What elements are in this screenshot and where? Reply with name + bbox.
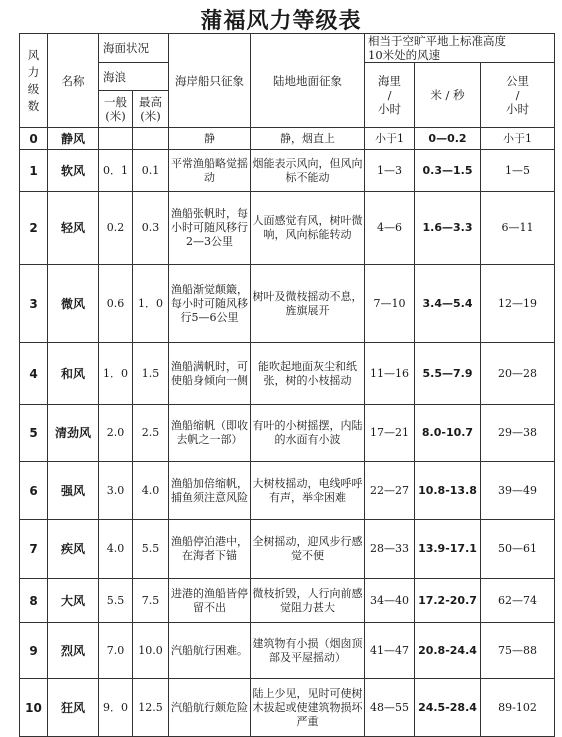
header-knots-line: 海里 bbox=[378, 74, 401, 88]
cell-wave-normal: 7.0 bbox=[99, 623, 133, 679]
cell-coast: 渔船加倍缩帆，捕鱼须注意风险 bbox=[169, 462, 251, 520]
cell-coast: 渔船缩帆（即收去帆之一部） bbox=[169, 405, 251, 462]
cell-name: 疾风 bbox=[48, 520, 99, 579]
table-row bbox=[20, 623, 555, 679]
wind-scale-table bbox=[19, 33, 555, 737]
cell-wave-max: 1．0 bbox=[133, 265, 169, 343]
header-wave-max bbox=[133, 91, 169, 128]
cell-knots: 小于1 bbox=[365, 128, 415, 150]
cell-name: 狂风 bbox=[48, 679, 99, 737]
cell-wave-normal bbox=[99, 128, 133, 150]
cell-name: 软风 bbox=[48, 150, 99, 192]
table-row bbox=[20, 343, 555, 405]
cell-level: 6 bbox=[20, 462, 48, 520]
table-row bbox=[20, 579, 555, 623]
cell-land: 大树枝摇动，电线呼呼有声，举伞困难 bbox=[251, 462, 365, 520]
cell-level: 9 bbox=[20, 623, 48, 679]
cell-level: 8 bbox=[20, 579, 48, 623]
header-kmh-line: 公里 bbox=[506, 74, 530, 88]
cell-ms: 20.8-24.4 bbox=[415, 623, 481, 679]
cell-knots: 4—6 bbox=[365, 192, 415, 265]
cell-land: 有叶的小树摇摆，内陆的水面有小波 bbox=[251, 405, 365, 462]
header-wave-normal-line: (米) bbox=[105, 109, 126, 123]
cell-wave-normal: 0.6 bbox=[99, 265, 133, 343]
cell-level: 3 bbox=[20, 265, 48, 343]
cell-kmh: 小于1 bbox=[481, 128, 555, 150]
header-wave: 海浪 bbox=[99, 63, 169, 91]
cell-land: 能吹起地面灰尘和纸张，树的小枝摇动 bbox=[251, 343, 365, 405]
table-row bbox=[20, 679, 555, 737]
cell-land: 建筑物有小损（烟囱顶部及平屋摇动） bbox=[251, 623, 365, 679]
header-sea-state: 海面状况 bbox=[99, 34, 169, 63]
cell-kmh: 50—61 bbox=[481, 520, 555, 579]
header-wave-normal-line: 一般 bbox=[104, 95, 127, 109]
cell-knots: 1—3 bbox=[365, 150, 415, 192]
cell-wave-max: 1.5 bbox=[133, 343, 169, 405]
table-row bbox=[20, 128, 555, 150]
table-row bbox=[20, 520, 555, 579]
header-knots-line: 小时 bbox=[378, 102, 401, 116]
cell-knots: 17—21 bbox=[365, 405, 415, 462]
cell-level: 7 bbox=[20, 520, 48, 579]
cell-knots: 34—40 bbox=[365, 579, 415, 623]
cell-wave-max: 2.5 bbox=[133, 405, 169, 462]
cell-kmh: 39—49 bbox=[481, 462, 555, 520]
header-knots bbox=[365, 63, 415, 128]
cell-wave-max: 12.5 bbox=[133, 679, 169, 737]
table-row bbox=[20, 192, 555, 265]
cell-ms: 24.5-28.4 bbox=[415, 679, 481, 737]
cell-wave-normal: 4.0 bbox=[99, 520, 133, 579]
header-level-char: 力 bbox=[27, 64, 40, 79]
table-row bbox=[20, 405, 555, 462]
cell-wave-normal: 3.0 bbox=[99, 462, 133, 520]
cell-coast: 进港的渔船皆停留不出 bbox=[169, 579, 251, 623]
cell-land: 树叶及微枝摇动不息，旌旗展开 bbox=[251, 265, 365, 343]
cell-name: 轻风 bbox=[48, 192, 99, 265]
cell-wave-max: 5.5 bbox=[133, 520, 169, 579]
cell-wave-normal: 9．0 bbox=[99, 679, 133, 737]
header-kmh-line: 小时 bbox=[506, 102, 530, 116]
cell-ms: 1.6—3.3 bbox=[415, 192, 481, 265]
table-row bbox=[20, 150, 555, 192]
cell-ms: 5.5—7.9 bbox=[415, 343, 481, 405]
cell-name: 大风 bbox=[48, 579, 99, 623]
cell-land: 陆上少见，见时可使树木拔起或使建筑物损坏严重 bbox=[251, 679, 365, 737]
cell-land: 静，烟直上 bbox=[251, 128, 365, 150]
cell-knots: 11—16 bbox=[365, 343, 415, 405]
cell-knots: 48—55 bbox=[365, 679, 415, 737]
header-wave-normal bbox=[99, 91, 133, 128]
cell-wave-max: 0.1 bbox=[133, 150, 169, 192]
header-wave-max-line: (米) bbox=[140, 109, 161, 123]
cell-wave-normal: 1．0 bbox=[99, 343, 133, 405]
cell-wave-max: 10.0 bbox=[133, 623, 169, 679]
cell-ms: 0—0.2 bbox=[415, 128, 481, 150]
cell-land: 全树摇动，迎风步行感觉不便 bbox=[251, 520, 365, 579]
cell-name: 和风 bbox=[48, 343, 99, 405]
header-ms: 米 / 秒 bbox=[415, 63, 481, 128]
cell-level: 2 bbox=[20, 192, 48, 265]
cell-ms: 8.0-10.7 bbox=[415, 405, 481, 462]
cell-wave-max bbox=[133, 128, 169, 150]
cell-kmh: 12—19 bbox=[481, 265, 555, 343]
cell-knots: 41—47 bbox=[365, 623, 415, 679]
cell-land: 微枝折毁，人行向前感觉阻力甚大 bbox=[251, 579, 365, 623]
cell-land: 烟能表示风向，但风向标不能动 bbox=[251, 150, 365, 192]
cell-ms: 13.9-17.1 bbox=[415, 520, 481, 579]
cell-kmh: 6—11 bbox=[481, 192, 555, 265]
cell-kmh: 62—74 bbox=[481, 579, 555, 623]
cell-ms: 0.3—1.5 bbox=[415, 150, 481, 192]
cell-name: 微风 bbox=[48, 265, 99, 343]
header-kmh-line: / bbox=[515, 88, 520, 102]
cell-ms: 10.8-13.8 bbox=[415, 462, 481, 520]
header-speed-line: 10米处的风速 bbox=[368, 48, 441, 62]
cell-coast: 静 bbox=[169, 128, 251, 150]
cell-wave-max: 4.0 bbox=[133, 462, 169, 520]
cell-level: 4 bbox=[20, 343, 48, 405]
cell-knots: 28—33 bbox=[365, 520, 415, 579]
cell-level: 5 bbox=[20, 405, 48, 462]
table-row bbox=[20, 462, 555, 520]
cell-kmh: 75—88 bbox=[481, 623, 555, 679]
cell-name: 静风 bbox=[48, 128, 99, 150]
cell-coast: 汽船航行困难。 bbox=[169, 623, 251, 679]
cell-coast: 汽船航行颇危险 bbox=[169, 679, 251, 737]
header-knots-line: / bbox=[387, 88, 392, 102]
cell-coast: 渔船满帆时，可使船身倾向一侧 bbox=[169, 343, 251, 405]
page-title: 蒲福风力等级表 bbox=[200, 9, 362, 34]
header-level-char: 风 bbox=[27, 47, 40, 62]
cell-kmh: 29—38 bbox=[481, 405, 555, 462]
cell-wave-normal: 0.2 bbox=[99, 192, 133, 265]
cell-wave-normal: 5.5 bbox=[99, 579, 133, 623]
cell-land: 人面感觉有风，树叶微响，风向标能转动 bbox=[251, 192, 365, 265]
header-wave-max-line: 最高 bbox=[139, 95, 162, 109]
cell-wave-max: 7.5 bbox=[133, 579, 169, 623]
table-row bbox=[20, 265, 555, 343]
cell-wave-max: 0.3 bbox=[133, 192, 169, 265]
cell-knots: 22—27 bbox=[365, 462, 415, 520]
cell-name: 烈风 bbox=[48, 623, 99, 679]
cell-kmh: 20—28 bbox=[481, 343, 555, 405]
header-name: 名称 bbox=[48, 34, 99, 128]
header-land: 陆地地面征象 bbox=[251, 34, 365, 128]
header-level-char: 级 bbox=[27, 81, 40, 96]
cell-knots: 7—10 bbox=[365, 265, 415, 343]
cell-coast: 渔船停泊港中，在海者下锚 bbox=[169, 520, 251, 579]
cell-level: 1 bbox=[20, 150, 48, 192]
cell-name: 清劲风 bbox=[48, 405, 99, 462]
cell-kmh: 1—5 bbox=[481, 150, 555, 192]
header-level bbox=[20, 34, 48, 128]
cell-kmh: 89-102 bbox=[481, 679, 555, 737]
header-coast: 海岸船只征象 bbox=[169, 34, 251, 128]
cell-level: 0 bbox=[20, 128, 48, 150]
cell-ms: 3.4—5.4 bbox=[415, 265, 481, 343]
table-body bbox=[20, 128, 555, 737]
header-speed-line: 相当于空旷平地上标准高度 bbox=[368, 34, 506, 48]
cell-wave-normal: 0．1 bbox=[99, 150, 133, 192]
header-level-char: 数 bbox=[27, 98, 40, 113]
cell-level: 10 bbox=[20, 679, 48, 737]
cell-ms: 17.2-20.7 bbox=[415, 579, 481, 623]
table-header bbox=[20, 34, 555, 128]
header-kmh bbox=[481, 63, 555, 128]
cell-wave-normal: 2.0 bbox=[99, 405, 133, 462]
cell-coast: 渔船张帆时，每小时可随风移行2—3公里 bbox=[169, 192, 251, 265]
header-speed-group bbox=[365, 34, 555, 63]
cell-coast: 渔船渐觉颠簸，每小时可随风移行5—6公里 bbox=[169, 265, 251, 343]
cell-coast: 平常渔船略觉摇动 bbox=[169, 150, 251, 192]
cell-name: 强风 bbox=[48, 462, 99, 520]
